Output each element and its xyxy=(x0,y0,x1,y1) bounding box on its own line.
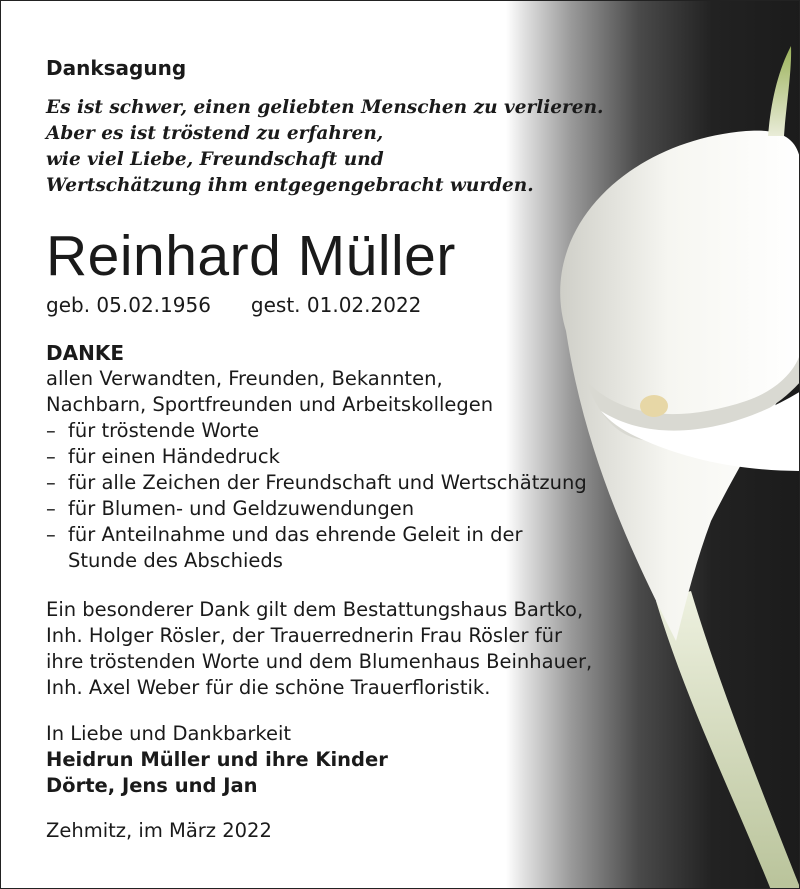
special-thanks-line: Ein besonderer Dank gilt dem Bestattungshaus Bartko, xyxy=(46,598,584,621)
special-thanks xyxy=(46,597,592,701)
thanks-item: – für alle Zeichen der Freundschaft und Wertschätzung xyxy=(46,470,587,496)
quote xyxy=(46,95,603,199)
quote-line: wie viel Liebe, Freundschaft und xyxy=(46,149,384,170)
special-thanks-line: Inh. Holger Rösler, der Trauerrednerin Frau Rösler für xyxy=(46,624,562,647)
place-date: Zehmitz, im März 2022 xyxy=(46,819,272,842)
quote-line: Es ist schwer, einen geliebten Menschen zu verlieren. xyxy=(46,97,604,118)
quote-line: Wertschätzung ihm entgegengebracht wurden. xyxy=(46,175,534,196)
thanks-item-continuation: Stunde des Abschieds xyxy=(68,549,283,572)
quote-line: Aber es ist tröstend zu erfahren, xyxy=(46,123,384,144)
signoff-line: In Liebe und Dankbarkeit xyxy=(46,722,292,745)
special-thanks-line: ihre tröstenden Worte und dem Blumenhaus Beinhauer, xyxy=(46,650,593,673)
family-names: Heidrun Müller und ihre Kinder xyxy=(46,748,388,771)
thanks-item: – für einen Händedruck xyxy=(46,444,587,470)
thanks-intro-line: allen Verwandten, Freunden, Bekannten, xyxy=(46,367,443,390)
special-thanks-line: Inh. Axel Weber für die schöne Trauerfloristik. xyxy=(46,676,491,699)
life-dates xyxy=(46,293,421,317)
heading: Danksagung xyxy=(46,56,187,80)
children-names: Dörte, Jens und Jan xyxy=(46,774,258,797)
thanks-intro-line: Nachbarn, Sportfreunden und Arbeitskollegen xyxy=(46,393,494,416)
thanks-list xyxy=(46,366,587,574)
thanks-item: – für Anteilnahme und das ehrende Geleit in der xyxy=(46,522,587,548)
thanks-item: – für Blumen- und Geldzuwendungen xyxy=(46,496,587,522)
thanks-title: DANKE xyxy=(46,341,124,365)
death-date: gest. 01.02.2022 xyxy=(250,293,422,317)
thanks-item: – für tröstende Worte xyxy=(46,418,587,444)
deceased-name: Reinhard Müller xyxy=(46,224,456,288)
signoff xyxy=(46,721,388,799)
birth-date: geb. 05.02.1956 xyxy=(46,293,211,317)
